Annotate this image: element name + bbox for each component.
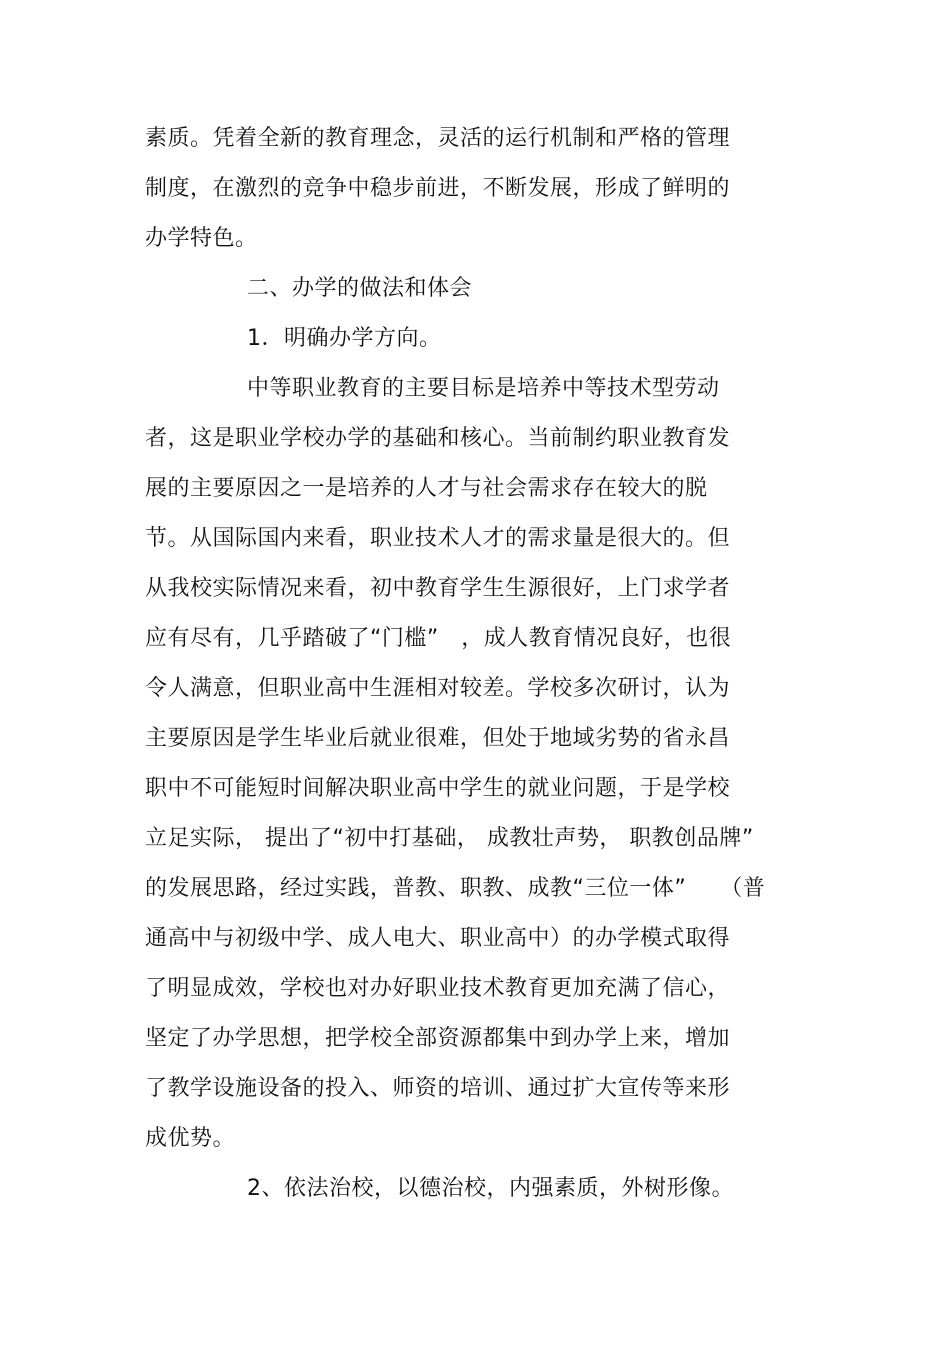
body-line-7: 令人满意，但职业高中生涯相对较差。学校多次研讨，认为 (145, 676, 731, 701)
body-line-3: 展的主要原因之一是培养的人才与社会需求存在较大的脱 (145, 476, 708, 501)
body-line-9: 职中不可能短时间解决职业高中学生的就业问题，于是学校 (145, 776, 731, 801)
body-line-14: 坚定了办学思想，把学校全部资源都集中到办学上来，增加 (145, 1026, 731, 1051)
body-line-5: 从我校实际情况来看，初中教育学生生源很好，上门求学者 (145, 576, 731, 601)
intro-line-1: 素质。凭着全新的教育理念，灵活的运行机制和严格的管理 (145, 126, 731, 151)
intro-line-2: 制度，在激烈的竞争中稳步前进，不断发展，形成了鲜明的 (145, 176, 731, 201)
body-line-10: 立足实际， 提出了“初中打基础， 成教壮声势， 职教创品牌” (145, 826, 754, 851)
body-line-8: 主要原因是学生毕业后就业很难，但处于地域劣势的省永昌 (145, 726, 731, 751)
section-heading: 二、办学的做法和体会 (247, 276, 473, 301)
body-line-15: 了教学设施设备的投入、师资的培训、通过扩大宣传等来形 (145, 1076, 731, 1101)
body-line-6: 应有尽有，几乎踏破了“门槛” ，成人教育情况良好，也很 (145, 626, 732, 651)
body-line-13: 了明显成效，学校也对办好职业技术教育更加充满了信心， (145, 976, 731, 1001)
subsection-1-heading: 1．明确办学方向。 (247, 326, 442, 351)
intro-line-3: 办学特色。 (145, 226, 258, 251)
body-line-4: 节。从国际国内来看，职业技术人才的需求量是很大的。但 (145, 526, 731, 551)
body-line-11: 的发展思路，经过实践，普教、职教、成教“三位一体” （普 (145, 876, 766, 901)
body-line-2: 者，这是职业学校办学的基础和核心。当前制约职业教育发 (145, 426, 731, 451)
body-line-16: 成优势。 (145, 1126, 236, 1151)
subsection-2-heading: 2、依法治校，以德治校，内强素质，外树形像。 (247, 1176, 734, 1201)
body-line-1: 中等职业教育的主要目标是培养中等技术型劳动 (247, 376, 720, 401)
body-line-12: 通高中与初级中学、成人电大、职业高中）的办学模式取得 (145, 926, 731, 951)
